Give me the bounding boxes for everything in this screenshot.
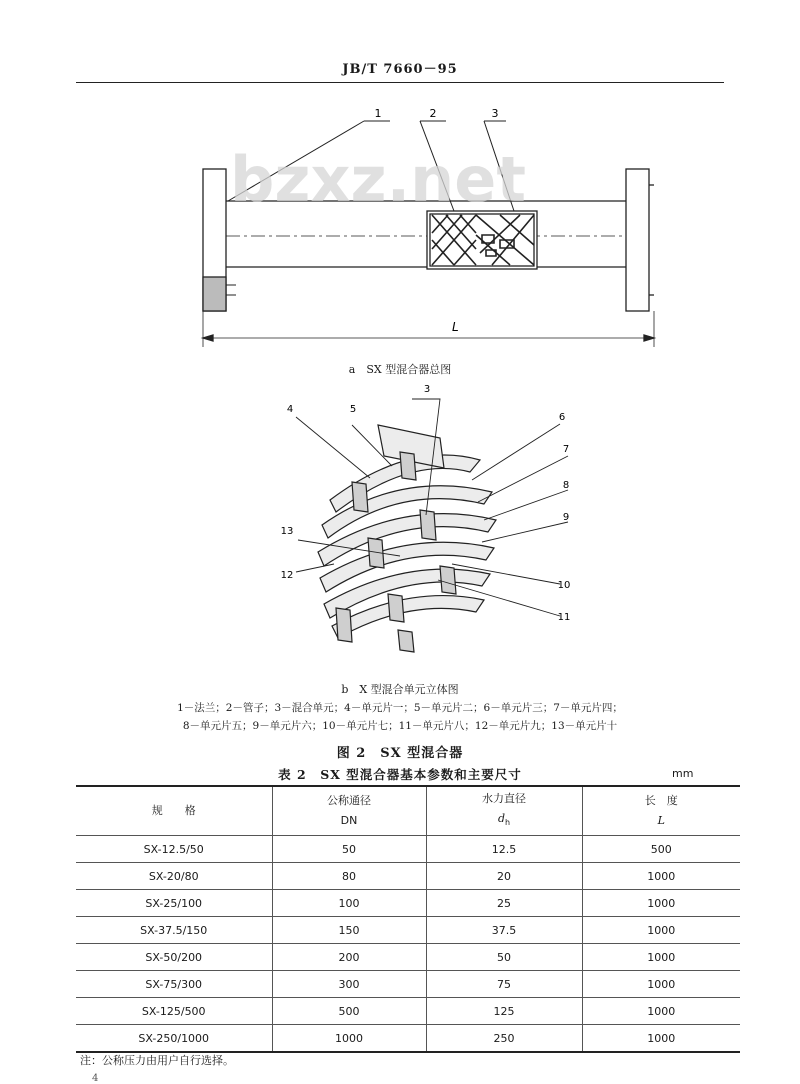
callout-3: 3	[491, 107, 499, 120]
table-row: SX-20/80 80 20 1000	[76, 863, 740, 890]
table-row: SX-37.5/150 150 37.5 1000	[76, 917, 740, 944]
callout-3b: 3	[423, 384, 431, 395]
header-nominal-diameter: 公称通径 DN	[272, 786, 426, 836]
callout-6: 6	[558, 412, 566, 423]
table-row: SX-25/100 100 25 1000	[76, 890, 740, 917]
document-code: JB/T 7660－95	[342, 62, 458, 77]
mixer-assembly-drawing	[0, 95, 800, 355]
callout-7: 7	[562, 444, 570, 455]
callout-2: 2	[429, 107, 437, 120]
right-flange	[626, 169, 649, 311]
callout-11: 11	[557, 612, 571, 623]
table-row: SX-125/500 500 125 1000	[76, 998, 740, 1025]
figure-a-caption: a SX 型混合器总图	[348, 363, 452, 376]
table-row: SX-75/300 300 75 1000	[76, 971, 740, 998]
callout-5: 5	[349, 404, 357, 415]
figure-b-caption: b X 型混合单元立体图	[341, 683, 459, 696]
callout-12: 12	[280, 570, 294, 581]
callout-9: 9	[562, 512, 570, 523]
table-row: SX-12.5/50 50 12.5 500	[76, 836, 740, 863]
legend-line-2: 8－单元片五；9－单元片六；10－单元片七；11－单元片八；12－单元片九；13－单元片十	[182, 720, 618, 732]
header-hydraulic-diameter: 水力直径 $d_h$	[426, 786, 582, 836]
callout-1: 1	[374, 107, 382, 120]
table-title: 表 2 SX 型混合器基本参数和主要尺寸	[278, 767, 522, 782]
header-spec: 规 格	[76, 786, 272, 836]
watermark: bzxz.net	[230, 143, 526, 216]
figure-title: 图 2 SX 型混合器	[336, 746, 464, 761]
table-row: SX-50/200 200 50 1000	[76, 944, 740, 971]
callout-13: 13	[280, 526, 294, 537]
legend-line-1: 1－法兰；2－管子；3－混合单元；4－单元片一；5－单元片二；6－单元片三；7－单元片四；	[177, 702, 623, 714]
header-rule	[76, 82, 724, 83]
spec-table	[76, 785, 740, 1053]
callout-10: 10	[557, 580, 571, 591]
callout-4: 4	[286, 404, 294, 415]
callout-8: 8	[562, 480, 570, 491]
table-unit: mm	[672, 767, 694, 780]
header-length: 长 度 L	[582, 786, 740, 836]
mixing-element-isometric	[0, 380, 800, 680]
table-note: 注：公称压力由用户自行选择。	[80, 1054, 234, 1067]
page-number: 4	[92, 1073, 99, 1084]
table-row: SX-250/1000 1000 250 1000	[76, 1025, 740, 1053]
table-header-row	[76, 786, 740, 836]
dimension-label-L: L	[452, 320, 459, 334]
